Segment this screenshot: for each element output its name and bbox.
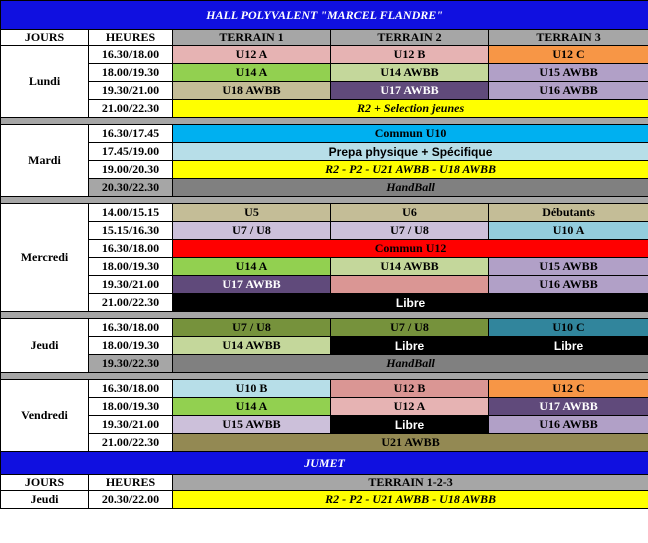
slot-cell: U12 A — [331, 398, 489, 416]
slot-cell: U17 AWBB — [331, 82, 489, 100]
day-lundi: Lundi — [1, 46, 89, 118]
slot-cell: U12 C — [489, 380, 648, 398]
separator — [1, 373, 648, 380]
slot-cell: U14 A — [173, 258, 331, 276]
slot-cell: U14 AWBB — [331, 258, 489, 276]
slot-cell: HandBall — [173, 355, 648, 373]
jumet-header-terrain: TERRAIN 1-2-3 — [173, 475, 648, 491]
time-cell: 20.30/22.00 — [89, 491, 173, 509]
slot-cell: U6 — [331, 204, 489, 222]
slot-cell: U10 C — [489, 319, 648, 337]
slot-cell: R2 + Selection jeunes — [173, 100, 648, 118]
slot-cell: U14 A — [173, 64, 331, 82]
slot-cell: Libre — [331, 337, 489, 355]
slot-cell: U18 AWBB — [173, 82, 331, 100]
slot-cell: U12 A — [173, 46, 331, 64]
slot-cell: U10 A — [489, 222, 648, 240]
slot-cell: U16 AWBB — [489, 276, 648, 294]
time-cell: 20.30/22.30 — [89, 179, 173, 197]
time-cell: 17.45/19.00 — [89, 143, 173, 161]
slot-cell: U14 A — [173, 398, 331, 416]
slot-cell — [331, 276, 489, 294]
day-vendredi: Vendredi — [1, 380, 89, 452]
jumet-day: Jeudi — [1, 491, 89, 509]
slot-cell: Libre — [173, 294, 648, 312]
slot-cell: U10 B — [173, 380, 331, 398]
slot-cell: U21 AWBB — [173, 434, 648, 452]
time-cell: 19.30/21.00 — [89, 276, 173, 294]
time-cell: 16.30/18.00 — [89, 380, 173, 398]
header-terrain-2: TERRAIN 2 — [331, 30, 489, 46]
header-terrain-3: TERRAIN 3 — [489, 30, 648, 46]
slot-cell: U7 / U8 — [173, 222, 331, 240]
slot-cell: U17 AWBB — [489, 398, 648, 416]
slot-cell: U16 AWBB — [489, 416, 648, 434]
time-cell: 15.15/16.30 — [89, 222, 173, 240]
slot-cell: U5 — [173, 204, 331, 222]
day-mardi: Mardi — [1, 125, 89, 197]
slot-cell: U17 AWBB — [173, 276, 331, 294]
separator — [1, 118, 648, 125]
slot-cell: R2 - P2 - U21 AWBB - U18 AWBB — [173, 161, 648, 179]
slot-cell: U14 AWBB — [331, 64, 489, 82]
time-cell: 16.30/17.45 — [89, 125, 173, 143]
separator — [1, 197, 648, 204]
slot-cell: U15 AWBB — [489, 64, 648, 82]
slot-cell: Commun U10 — [173, 125, 648, 143]
time-cell: 16.30/18.00 — [89, 240, 173, 258]
slot-cell: U12 B — [331, 46, 489, 64]
slot-cell: Libre — [489, 337, 648, 355]
slot-cell: U15 AWBB — [173, 416, 331, 434]
time-cell: 21.00/22.30 — [89, 434, 173, 452]
slot-cell: U7 / U8 — [331, 319, 489, 337]
slot-cell: HandBall — [173, 179, 648, 197]
slot-cell: Commun U12 — [173, 240, 648, 258]
slot-cell: U7 / U8 — [173, 319, 331, 337]
time-cell: 21.00/22.30 — [89, 100, 173, 118]
jumet-header-heures: HEURES — [89, 475, 173, 491]
time-cell: 18.00/19.30 — [89, 64, 173, 82]
time-cell: 18.00/19.30 — [89, 258, 173, 276]
time-cell: 14.00/15.15 — [89, 204, 173, 222]
slot-cell: R2 - P2 - U21 AWBB - U18 AWBB — [173, 491, 648, 509]
jumet-header-jours: JOURS — [1, 475, 89, 491]
time-cell: 19.30/21.00 — [89, 416, 173, 434]
slot-cell: U12 B — [331, 380, 489, 398]
separator — [1, 312, 648, 319]
header-heures: HEURES — [89, 30, 173, 46]
day-jeudi: Jeudi — [1, 319, 89, 373]
slot-cell: Prepa physique + Spécifique — [173, 143, 648, 161]
slot-cell: Débutants — [489, 204, 648, 222]
time-cell: 16.30/18.00 — [89, 319, 173, 337]
time-cell: 21.00/22.30 — [89, 294, 173, 312]
header-terrain-1: TERRAIN 1 — [173, 30, 331, 46]
slot-cell: Libre — [331, 416, 489, 434]
time-cell: 16.30/18.00 — [89, 46, 173, 64]
time-cell: 18.00/19.30 — [89, 398, 173, 416]
time-cell: 19.30/22.30 — [89, 355, 173, 373]
jumet-title: JUMET — [1, 452, 648, 475]
slot-cell: U12 C — [489, 46, 648, 64]
slot-cell: U14 AWBB — [173, 337, 331, 355]
time-cell: 18.00/19.30 — [89, 337, 173, 355]
header-jours: JOURS — [1, 30, 89, 46]
time-cell: 19.00/20.30 — [89, 161, 173, 179]
slot-cell: U7 / U8 — [331, 222, 489, 240]
day-mercredi: Mercredi — [1, 204, 89, 312]
time-cell: 19.30/21.00 — [89, 82, 173, 100]
slot-cell: U15 AWBB — [489, 258, 648, 276]
page-title: HALL POLYVALENT "MARCEL FLANDRE" — [1, 1, 648, 30]
slot-cell: U16 AWBB — [489, 82, 648, 100]
